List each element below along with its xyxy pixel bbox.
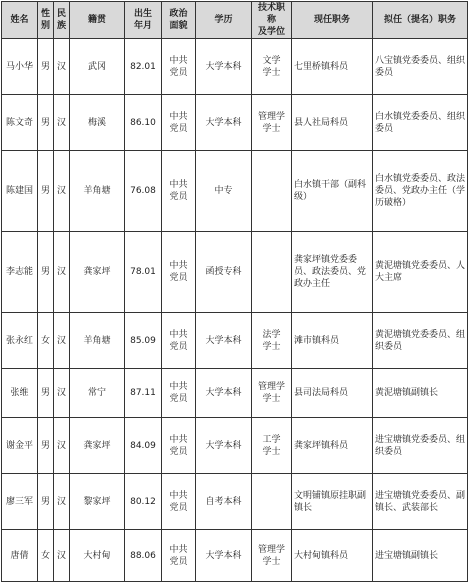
cell-origin: 大村甸 <box>70 530 125 582</box>
cell-name: 谢金平 <box>2 418 38 474</box>
cell-politics: 中共 党员 <box>162 369 196 418</box>
cell-title: 管理学 学士 <box>252 530 292 582</box>
cell-name: 张维 <box>2 369 38 418</box>
cell-proposed: 黄泥塘镇党委委员、组织委员 <box>373 313 468 369</box>
cell-education: 大学本科 <box>196 39 252 95</box>
cell-title: 文学 学士 <box>252 39 292 95</box>
cell-title: 法学 学士 <box>252 313 292 369</box>
cell-proposed: 黄泥塘镇副镇长 <box>373 369 468 418</box>
cell-title: 管理学 学士 <box>252 95 292 151</box>
cell-ethnic: 汉 <box>54 95 70 151</box>
cell-proposed: 白水镇党委委员、组织委员 <box>373 95 468 151</box>
cell-proposed: 进宝塘镇党委委员、副镇长、武装部长 <box>373 474 468 530</box>
header-title: 技术职称 及学位 <box>252 2 292 39</box>
cell-education: 大学本科 <box>196 369 252 418</box>
cell-education: 自考本科 <box>196 474 252 530</box>
cell-ethnic: 汉 <box>54 418 70 474</box>
table-row <box>2 39 468 95</box>
cell-name: 唐倩 <box>2 530 38 582</box>
cell-birth: 85.09 <box>125 313 162 369</box>
table-row <box>2 313 468 369</box>
cell-birth: 82.01 <box>125 39 162 95</box>
cell-origin: 黎家坪 <box>70 474 125 530</box>
cell-politics: 中共 党员 <box>162 95 196 151</box>
cell-gender: 男 <box>38 418 54 474</box>
table-row <box>2 232 468 313</box>
cell-current: 县人社局科员 <box>292 95 373 151</box>
cell-birth: 87.11 <box>125 369 162 418</box>
cell-birth: 88.06 <box>125 530 162 582</box>
cell-birth: 86.10 <box>125 95 162 151</box>
header-politics: 政治 面貌 <box>162 2 196 39</box>
cell-politics: 中共 党员 <box>162 151 196 232</box>
cell-ethnic: 汉 <box>54 151 70 232</box>
cell-title <box>252 474 292 530</box>
cell-title: 工学 学士 <box>252 418 292 474</box>
cell-name: 张永红 <box>2 313 38 369</box>
cell-gender: 男 <box>38 95 54 151</box>
cell-ethnic: 汉 <box>54 313 70 369</box>
cell-gender: 男 <box>38 474 54 530</box>
cell-name: 李志能 <box>2 232 38 313</box>
header-current: 现任职务 <box>292 2 373 39</box>
cell-politics: 中共 党员 <box>162 474 196 530</box>
cell-current: 龚家坪镇党委委员、政法委员、党政办主任 <box>292 232 373 313</box>
cell-current: 白水镇干部（副科级） <box>292 151 373 232</box>
cell-education: 大学本科 <box>196 530 252 582</box>
table-row <box>2 418 468 474</box>
cell-name: 陈建国 <box>2 151 38 232</box>
cell-current: 大村甸镇科员 <box>292 530 373 582</box>
header-name: 姓名 <box>2 2 38 39</box>
cell-gender: 女 <box>38 530 54 582</box>
cell-politics: 中共 党员 <box>162 418 196 474</box>
cell-current: 滩市镇科员 <box>292 313 373 369</box>
cell-education: 大学本科 <box>196 418 252 474</box>
cell-name: 陈文奇 <box>2 95 38 151</box>
cell-gender: 男 <box>38 232 54 313</box>
cell-education: 大学本科 <box>196 313 252 369</box>
cell-politics: 中共 党员 <box>162 313 196 369</box>
header-birth: 出生 年月 <box>125 2 162 39</box>
header-row <box>2 2 468 39</box>
cell-ethnic: 汉 <box>54 39 70 95</box>
cell-proposed: 白水镇党委委员、政法委员、党政办主任（学历破格） <box>373 151 468 232</box>
table-row <box>2 474 468 530</box>
cell-current: 龚家坪镇科员 <box>292 418 373 474</box>
cell-birth: 76.08 <box>125 151 162 232</box>
cell-origin: 梅溪 <box>70 95 125 151</box>
cell-origin: 常宁 <box>70 369 125 418</box>
cell-name: 马小华 <box>2 39 38 95</box>
table-row <box>2 369 468 418</box>
cell-ethnic: 汉 <box>54 474 70 530</box>
cell-ethnic: 汉 <box>54 369 70 418</box>
personnel-table <box>1 1 468 582</box>
cell-politics: 中共 党员 <box>162 39 196 95</box>
cell-gender: 男 <box>38 151 54 232</box>
cell-birth: 84.09 <box>125 418 162 474</box>
cell-politics: 中共 党员 <box>162 232 196 313</box>
table-row <box>2 95 468 151</box>
cell-current: 县司法局科员 <box>292 369 373 418</box>
cell-gender: 女 <box>38 313 54 369</box>
header-proposed: 拟任（提名）职务 <box>373 2 468 39</box>
cell-birth: 78.01 <box>125 232 162 313</box>
cell-origin: 羊角塘 <box>70 151 125 232</box>
cell-gender: 男 <box>38 39 54 95</box>
cell-proposed: 进宝塘镇党委委员、组织委员 <box>373 418 468 474</box>
cell-title: 管理学 学士 <box>252 369 292 418</box>
table-row <box>2 530 468 582</box>
cell-name: 廖三军 <box>2 474 38 530</box>
header-ethnic: 民 族 <box>54 2 70 39</box>
header-gender: 性 别 <box>38 2 54 39</box>
cell-education: 中专 <box>196 151 252 232</box>
cell-origin: 龚家坪 <box>70 418 125 474</box>
cell-education: 大学本科 <box>196 95 252 151</box>
cell-current: 七里桥镇科员 <box>292 39 373 95</box>
cell-origin: 武冈 <box>70 39 125 95</box>
header-origin: 籍贯 <box>70 2 125 39</box>
cell-ethnic: 汉 <box>54 232 70 313</box>
header-education: 学历 <box>196 2 252 39</box>
cell-proposed: 八宝镇党委委员、组织委员 <box>373 39 468 95</box>
cell-title <box>252 232 292 313</box>
cell-origin: 龚家坪 <box>70 232 125 313</box>
cell-education: 函授专科 <box>196 232 252 313</box>
cell-politics: 中共 党员 <box>162 530 196 582</box>
cell-proposed: 进宝塘镇副镇长 <box>373 530 468 582</box>
cell-proposed: 黄泥塘镇党委委员、人大主席 <box>373 232 468 313</box>
cell-current: 文明铺镇原挂职副镇长 <box>292 474 373 530</box>
cell-title <box>252 151 292 232</box>
cell-origin: 羊角塘 <box>70 313 125 369</box>
cell-ethnic: 汉 <box>54 530 70 582</box>
cell-birth: 80.12 <box>125 474 162 530</box>
table-row <box>2 151 468 232</box>
cell-gender: 男 <box>38 369 54 418</box>
